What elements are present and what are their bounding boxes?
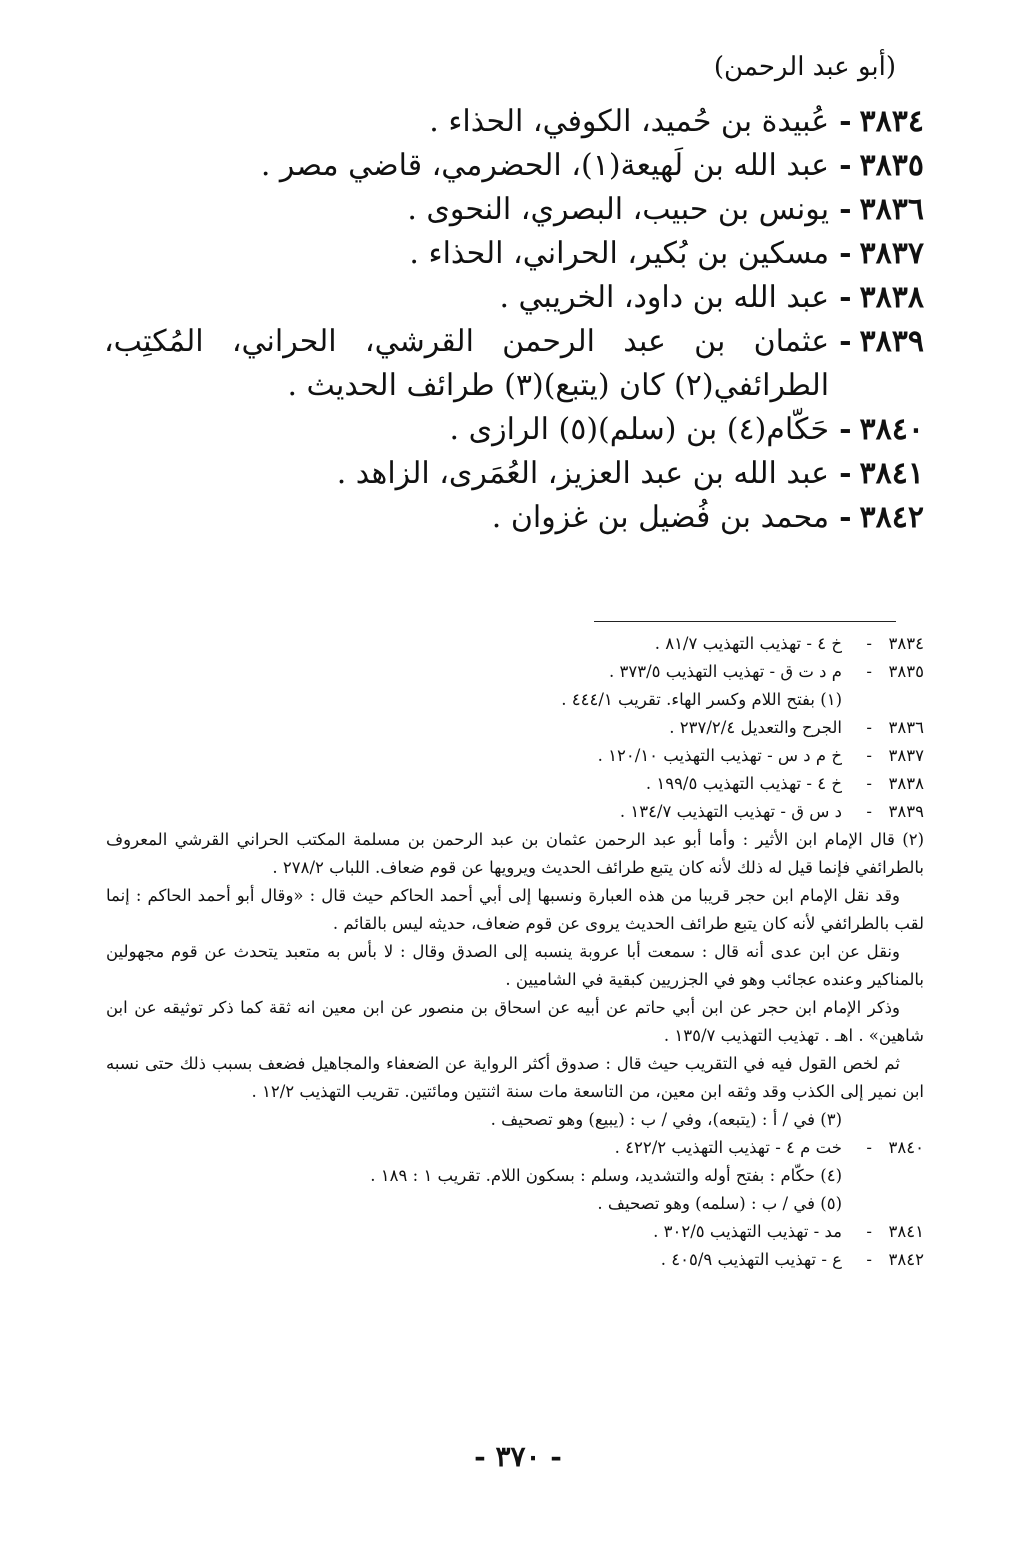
footnote-source-row: [106, 630, 924, 658]
entry-text: يونس بن حبيب، البصري، النحوى .: [407, 192, 830, 227]
footnote-source-text: خت م ٤ - تهذيب التهذيب ٤٢٢/٢ .: [614, 1138, 842, 1157]
footnote-source-text: خ م د س - تهذيب التهذيب ١٢٠/١٠ .: [597, 746, 842, 765]
footnote-source-row: [106, 1134, 924, 1162]
footnote-dash: -: [866, 662, 872, 681]
footnote-source-text: ع - تهذيب التهذيب ٤٠٥/٩ .: [660, 1250, 842, 1269]
footnote-note: (٣) في / أ : (يتبعه)، وفي / ب : (يبيع) وهو تصحيف .: [490, 1110, 842, 1129]
footnote-entry-number: ٣٨٣٨: [888, 774, 924, 793]
footnote-entry-number: ٣٨٣٥: [888, 662, 924, 681]
entry-dash: -: [839, 192, 852, 227]
footnote-entry-number: ٣٨٤١: [888, 1222, 924, 1241]
footnote-dash: -: [866, 1250, 872, 1269]
footnote-entry-number: ٣٨٣٧: [888, 746, 924, 765]
footnote-source-text: الجرح والتعديل ٢٣٧/٢/٤ .: [669, 718, 842, 737]
entry-text: حَكّام(٤) بن (سلم)(٥) الرازى .: [449, 412, 830, 447]
entry-number: ٣٨٤٠: [859, 412, 924, 447]
entry-dash: -: [839, 324, 852, 359]
entry-text: مسكين بن بُكير، الحراني، الحذاء .: [409, 236, 830, 271]
footnote-source-row: [106, 742, 924, 770]
footnote-paragraph: (٢) قال الإمام ابن الأثير : وأما أبو عبد الرحمن عثمان بن عبد الرحمن بن مسلمة المكتب الحراني القرشي المعروف بالطرائفي فإنما قيل له ذلك لأنه كان يتبع طرائف الحديث ويرويها عن قوم ضعاف. اللباب ٢٧٨/٢ .: [106, 830, 924, 877]
entry-number: ٣٨٤١: [859, 456, 924, 491]
footnote-source-text: مد - تهذيب التهذيب ٣٠٢/٥ .: [653, 1222, 842, 1241]
entry-number: ٣٨٣٩: [859, 324, 924, 359]
footnote-source-text: د س ق - تهذيب التهذيب ١٣٤/٧ .: [619, 802, 842, 821]
entry-number: ٣٨٣٦: [859, 192, 924, 227]
footnote-dash: -: [866, 802, 872, 821]
footnote-source-text: خ ٤ - تهذيب التهذيب ١٩٩/٥ .: [645, 774, 842, 793]
footnote-dash: -: [866, 634, 872, 653]
list-item: [104, 452, 924, 496]
footnote-paragraph: ثم لخص القول فيه في التقريب حيث قال : صدوق أكثر الرواية عن الضعفاء والمجاهيل فضعف بسبب ذلك حتى نسبه ابن نمير إلى الكذب وقد وثقه ابن معين، من التاسعة مات سنة اثنتين ومائتين. تقريب التهذيب ١٢/٢ .: [106, 1054, 924, 1101]
list-item: [104, 408, 924, 452]
footnote-note: (٥) في / ب : (سلمه) وهو تصحيف .: [597, 1194, 842, 1213]
footnote-dash: -: [866, 746, 872, 765]
footnotes-section: [106, 630, 924, 1274]
entry-text: عبد الله بن لَهيعة(١)، الحضرمي، قاضي مصر .: [260, 148, 830, 183]
footnote-source-row: [106, 1218, 924, 1246]
footnote-source-row: [106, 770, 924, 798]
footnote-note: (١) بفتح اللام وكسر الهاء. تقريب ٤٤٤/١ .: [561, 690, 842, 709]
footnote-dash: -: [866, 1222, 872, 1241]
footnote-paragraph: ونقل عن ابن عدى أنه قال : سمعت أبا عروبة ينسبه إلى الصدق وقال : لا بأس به متعبد يتحدث عن قوم مجهولين بالمناكير وعنده عجائب وهو في الجزريين كبقية في الشاميين .: [106, 942, 924, 989]
footnote-entry-number: ٣٨٣٤: [888, 634, 924, 653]
entry-number: ٣٨٣٤: [859, 104, 924, 139]
footnote-note: (٤) حكّام : بفتح أوله والتشديد، وسلم : بسكون اللام. تقريب ١ : ١٨٩ .: [370, 1166, 842, 1185]
entry-text: عُبيدة بن حُميد، الكوفي، الحذاء .: [429, 104, 830, 139]
entry-text: محمد بن فُضيل بن غزوان .: [491, 500, 830, 535]
list-item: [104, 188, 924, 232]
entry-dash: -: [839, 412, 852, 447]
entry-dash: -: [839, 148, 852, 183]
footnote-source-row: [106, 1246, 924, 1274]
entry-dash: -: [839, 280, 852, 315]
footnote-entry-number: ٣٨٣٦: [888, 718, 924, 737]
entry-text: عبد الله بن داود، الخريبي .: [499, 280, 830, 315]
footnote-source-text: خ ٤ - تهذيب التهذيب ٨١/٧ .: [654, 634, 842, 653]
footnote-entry-number: ٣٨٤٢: [888, 1250, 924, 1269]
footnote-dash: -: [866, 1138, 872, 1157]
list-item: [104, 144, 924, 188]
entry-number: ٣٨٤٢: [859, 500, 924, 535]
footnote-dash: -: [866, 774, 872, 793]
entry-text: عثمان بن عبد الرحمن القرشي، الحراني، المُكتِب، الطرائفي(٢) كان (يتبع)(٣) طرائف الحديث .: [104, 324, 830, 403]
running-header: (أبو عبد الرحمن): [713, 52, 896, 82]
footnote-dash: -: [866, 718, 872, 737]
entry-number: ٣٨٣٨: [859, 280, 924, 315]
footnote-source-row: [106, 714, 924, 742]
footnote-source-row: [106, 658, 924, 686]
list-item: [104, 232, 924, 276]
footnote-paragraph: وقد نقل الإمام ابن حجر قريبا من هذه العبارة ونسبها إلى أبي أحمد الحاكم حيث قال : «وقال أبو أحمد الحاكم : إنما لقب بالطرائفي لأنه كان يتبع طرائف الحديث يروى عن قوم ضعاف، حديثه ليس بالقائم .: [106, 886, 924, 933]
footnote-separator: [594, 621, 896, 622]
entry-number: ٣٨٣٧: [859, 236, 924, 271]
entry-number: ٣٨٣٥: [859, 148, 924, 183]
entry-text: عبد الله بن عبد العزيز، العُمَرى، الزاهد .: [336, 456, 830, 491]
footnote-source-text: م د ت ق - تهذيب التهذيب ٣٧٣/٥ .: [608, 662, 842, 681]
entry-dash: -: [839, 500, 852, 535]
footnote-entry-number: ٣٨٤٠: [888, 1138, 924, 1157]
narrator-list: [104, 100, 924, 540]
entry-dash: -: [839, 456, 852, 491]
entry-dash: -: [839, 236, 852, 271]
footnote-paragraph: وذكر الإمام ابن حجر عن ابن أبي حاتم عن أبيه عن اسحاق بن منصور عن ابن معين انه ثقة كما ذكر توثيقه عن ابن شاهين» . اهـ . تهذيب التهذيب ١٣٥/٧ .: [106, 998, 924, 1045]
entry-dash: -: [839, 104, 852, 139]
list-item: [104, 320, 924, 408]
list-item: [104, 496, 924, 540]
page-number: - ٣٧٠ -: [474, 1440, 562, 1473]
footnote-source-row: [106, 798, 924, 826]
footnote-entry-number: ٣٨٣٩: [888, 802, 924, 821]
list-item: [104, 276, 924, 320]
list-item: [104, 100, 924, 144]
